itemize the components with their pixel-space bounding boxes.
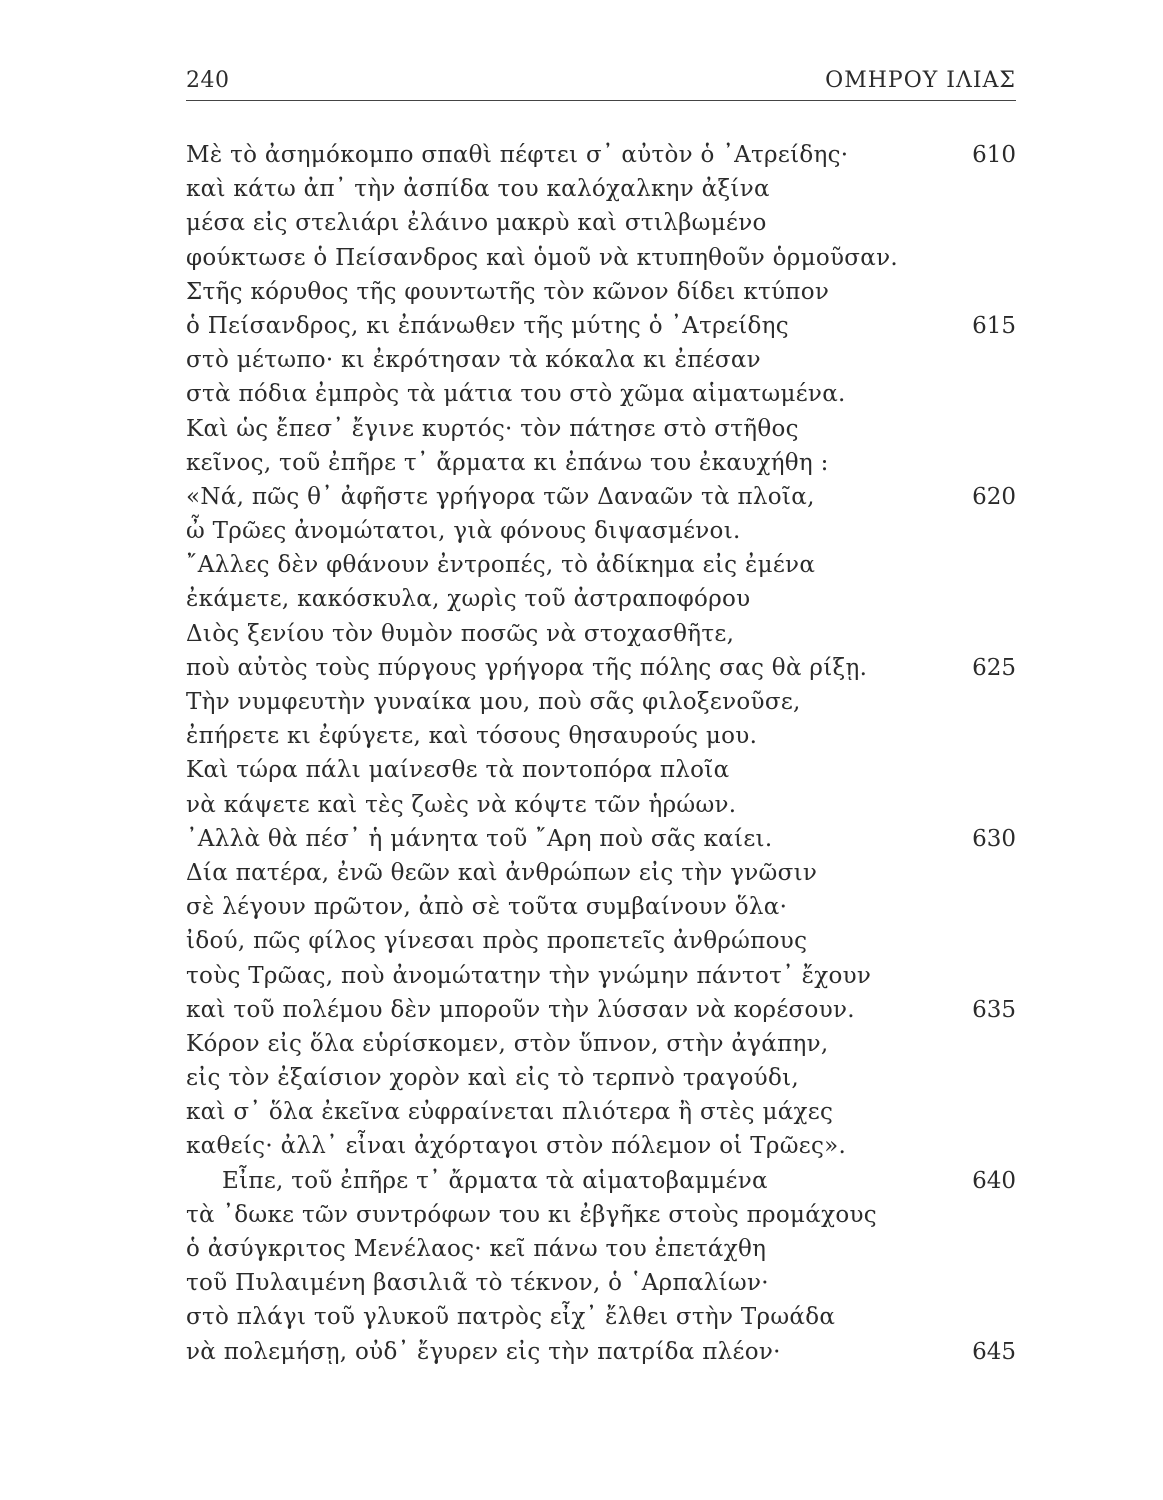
verse-line (186, 685, 1016, 719)
line-number: 625 (972, 654, 1016, 681)
verse-text: καὶ σ᾽ ὅλα ἐκεῖνα εὐφραίνεται πλιότερα ἢ στὲς μάχες (186, 1099, 834, 1126)
verse-text: μέσα εἰς στελιάρι ἐλάινο μακρὺ καὶ στιλβωμένο (186, 210, 767, 237)
verse-text: τὰ ᾽δωκε τῶν συντρόφων του κι ἐβγῆκε στοὺς προμάχους (186, 1201, 877, 1228)
verse-text: Καὶ τώρα πάλι μαίνεσθε τὰ ποντοπόρα πλοῖα (186, 757, 730, 784)
line-number: 645 (972, 1338, 1016, 1365)
line-number: 630 (972, 825, 1016, 852)
verse-text: καὶ τοῦ πολέμου δὲν μποροῦν τὴν λύσσαν νὰ κορέσουν. (186, 996, 855, 1023)
verse-text: ὁ Πείσανδρος, κι ἐπάνωθεν τῆς μύτης ὁ ᾽Ατρείδης (186, 312, 789, 339)
line-number: 635 (972, 996, 1016, 1023)
verse-line (186, 241, 1016, 275)
header-rule (186, 100, 1016, 101)
line-number: 610 (972, 142, 1016, 168)
verse-text: κεῖνος, τοῦ ἐπῆρε τ᾽ ἄρματα κι ἐπάνω του ἐκαυχήθη : (186, 449, 829, 476)
verse-text: σὲ λέγουν πρῶτον, ἀπὸ σὲ τοῦτα συμβαίνουν ὅλα· (186, 894, 788, 921)
verse-text: ἐκάμετε, κακόσκυλα, χωρὶς τοῦ ἀστραποφόρου (186, 586, 751, 613)
verse-text: εἰς τὸν ἐξαίσιον χορὸν καὶ εἰς τὸ τερπνὸ τραγούδι, (186, 1065, 800, 1092)
verse-line (186, 753, 1016, 787)
page-header (186, 68, 1016, 100)
verse-text: τοὺς Τρῶας, ποὺ ἀνομώτατην τὴν γνώμην πάντοτ᾽ ἔχουν (186, 962, 872, 989)
page-number: 240 (186, 68, 230, 93)
verse-line (186, 1061, 1016, 1095)
verse-line (186, 617, 1016, 651)
verse-text: Δία πατέρα, ἐνῶ θεῶν καὶ ἀνθρώπων εἰς τὴν γνῶσιν (186, 859, 818, 886)
verse-line (186, 959, 1016, 993)
verse-line (186, 309, 1016, 343)
verse-text: νὰ πολεμήσῃ, οὐδ᾽ ἔγυρεν εἰς τὴν πατρίδα πλέον· (186, 1338, 781, 1365)
verse-line (186, 1232, 1016, 1266)
verse-text: ὁ ἀσύγκριτος Μενέλαος· κεῖ πάνω του ἐπετάχθη (186, 1236, 767, 1262)
verse-line (186, 206, 1016, 240)
verse-line (186, 1300, 1016, 1334)
verse-text: Μὲ τὸ ἀσημόκομπο σπαθὶ πέφτει σ᾽ αὐτὸν ὁ ᾽Ατρείδης· (186, 142, 849, 168)
verse-line (186, 1198, 1016, 1232)
verse-text: ποὺ αὐτὸς τοὺς πύργους γρήγορα τῆς πόλης σας θὰ ρίξῃ. (186, 654, 868, 681)
verse-text: Στῆς κόρυθος τῆς φουντωτῆς τὸν κῶνον δίδει κτύπον (186, 278, 830, 305)
verse-text: Εἶπε, τοῦ ἐπῆρε τ᾽ ἄρματα τὰ αἱματοβαμμένα (222, 1167, 768, 1194)
verse-line (186, 1164, 1016, 1198)
line-number: 640 (972, 1167, 1016, 1194)
verse-line (186, 1129, 1016, 1163)
verse-line (186, 480, 1016, 514)
verse-line (186, 924, 1016, 958)
verse-text: ἐπήρετε κι ἐφύγετε, καὶ τόσους θησαυρούς μου. (186, 723, 758, 750)
line-number: 620 (972, 483, 1016, 510)
verse-line (186, 446, 1016, 480)
verse-line (186, 993, 1016, 1027)
verse-line (186, 172, 1016, 206)
verse-line (186, 822, 1016, 856)
verse-line (186, 548, 1016, 582)
verse-line (186, 788, 1016, 822)
running-title: ΟΜΗΡΟΥ ΙΛΙΑΣ (825, 68, 1016, 93)
verse-line (186, 514, 1016, 548)
verse-text: ῎Αλλες δὲν φθάνουν ἐντροπές, τὸ ἀδίκημα εἰς ἐμένα (186, 552, 816, 579)
verse-line (186, 651, 1016, 685)
verse-text: φούκτωσε ὁ Πείσανδρος καὶ ὁμοῦ νὰ κτυπηθοῦν ὁρμοῦσαν. (186, 244, 898, 271)
verse-text: καὶ κάτω ἀπ᾽ τὴν ἀσπίδα του καλόχαλκην ἀξίνα (186, 176, 770, 203)
verse-line (186, 1095, 1016, 1129)
poem-text (186, 138, 1016, 1369)
verse-text: καθείς· ἀλλ᾽ εἶναι ἀχόρταγοι στὸν πόλεμον οἱ Τρῶες». (186, 1133, 847, 1160)
verse-text: «Νά, πῶς θ᾽ ἀφῆστε γρήγορα τῶν Δαναῶν τὰ πλοῖα, (186, 483, 815, 510)
verse-text: τοῦ Πυλαιμένη βασιλιᾶ τὸ τέκνον, ὁ ῾Αρπαλίων· (186, 1270, 769, 1297)
verse-text: ᾽Αλλὰ θὰ πέσ᾽ ἡ μάνητα τοῦ ῎Αρη ποὺ σᾶς καίει. (186, 825, 773, 852)
verse-text: Καὶ ὡς ἔπεσ᾽ ἔγινε κυρτός· τὸν πάτησε στὸ στῆθος (186, 415, 799, 442)
verse-line (186, 138, 1016, 172)
verse-text: Κόρον εἰς ὅλα εὑρίσκομεν, στὸν ὕπνον, στὴν ἀγάπην, (186, 1030, 829, 1057)
verse-text: ἰδού, πῶς φίλος γίνεσαι πρὸς προπετεῖς ἀνθρώπους (186, 928, 808, 955)
verse-line (186, 412, 1016, 446)
line-number: 615 (972, 312, 1016, 339)
verse-text: ὦ Τρῶες ἀνομώτατοι, γιὰ φόνους διψασμένοι. (186, 518, 741, 545)
verse-line (186, 856, 1016, 890)
verse-line (186, 275, 1016, 309)
verse-line (186, 1335, 1016, 1369)
verse-text: στὸ πλάγι τοῦ γλυκοῦ πατρὸς εἶχ᾽ ἔλθει στὴν Τρωάδα (186, 1304, 836, 1331)
verse-text: Τὴν νυμφευτὴν γυναίκα μου, ποὺ σᾶς φιλοξενοῦσε, (186, 689, 801, 715)
verse-line (186, 1266, 1016, 1300)
verse-line (186, 343, 1016, 377)
verse-line (186, 582, 1016, 616)
verse-text: στὰ πόδια ἐμπρὸς τὰ μάτια του στὸ χῶμα αἱματωμένα. (186, 381, 846, 408)
verse-text: Διὸς ξενίου τὸν θυμὸν ποσῶς νὰ στοχασθῆτε, (186, 620, 735, 647)
verse-line (186, 377, 1016, 411)
verse-text: νὰ κάψετε καὶ τὲς ζωὲς νὰ κόψτε τῶν ἡρώων. (186, 791, 737, 818)
verse-line (186, 890, 1016, 924)
verse-line (186, 719, 1016, 753)
verse-line (186, 1027, 1016, 1061)
verse-text: στὸ μέτωπο· κι ἐκρότησαν τὰ κόκαλα κι ἐπέσαν (186, 347, 761, 374)
